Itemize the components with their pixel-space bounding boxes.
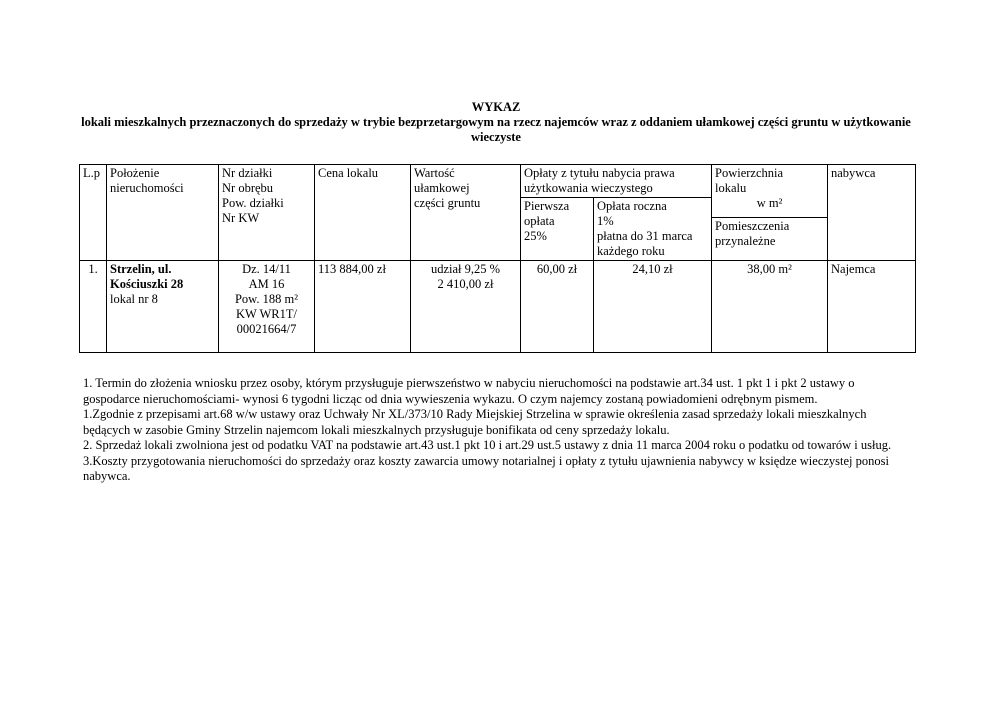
header-pierwsza-oplata: Pierwsza opłata 25%: [521, 198, 594, 261]
cell-pierwsza-oplata: 60,00 zł: [521, 261, 594, 353]
header-pomieszczenia: Pomieszczenia przynależne: [712, 217, 828, 260]
header-oplaty: Opłaty z tytułu nabycia prawa użytkowania wieczystego: [521, 165, 712, 198]
note-item: 2. Sprzedaż lokali zwolniona jest od podatku VAT na podstawie art.43 ust.1 pkt 10 i art.29 ust.5 ustawy z dnia 11 marca 2004 roku o podatku od towarów i usług.: [83, 438, 892, 452]
cell-nabywca: Najemca: [828, 261, 916, 353]
note-item: 1. Termin do złożenia wniosku przez osoby, którym przysługuje pierwszeństwo w nabyciu nieruchomości na podstawie art.34 ust. 1 pkt 1 i pkt 2 ustawy o gospodarce nieruchomościami- wynosi 6 tygodni licząc od dnia wywieszenia wykazu. O czym najemcy zostaną powiadomieni odrębnym pismem.: [83, 376, 855, 406]
cell-wartosc: udział 9,25 % 2 410,00 zł: [411, 261, 521, 353]
cell-cena: 113 884,00 zł: [315, 261, 411, 353]
cell-lp: 1.: [80, 261, 107, 353]
header-nr-dzialki: Nr działki Nr obrębu Pow. działki Nr KW: [219, 165, 315, 261]
cell-oplata-roczna: 24,10 zł: [594, 261, 712, 353]
table-row: [80, 261, 916, 353]
title-heading: WYKAZ: [471, 100, 521, 114]
note-item: 1.Zgodnie z przepisami art.68 w/w ustawy oraz Uchwały Nr XL/373/10 Rady Miejskiej Strzelina w sprawie określenia zasad sprzedaży lokali mieszkalnych będących w zasobie Gminy Strzelin najemcom lokali mieszkalnych przysługuje bonifikata od ceny sprzedaży lokalu.: [83, 407, 867, 437]
cell-nr-dzialki: Dz. 14/11 AM 16 Pow. 188 m² KW WR1T/ 00021664/7: [219, 261, 315, 353]
property-list-table: [79, 164, 916, 353]
notes-section: [83, 376, 913, 485]
header-oplata-roczna: Opłata roczna 1% płatna do 31 marca każdego roku: [594, 198, 712, 261]
header-powierzchnia: Powierzchnia lokalu w m²: [712, 165, 828, 218]
header-wartosc: Wartość ułamkowej części gruntu: [411, 165, 521, 261]
note-item: 3.Koszty przygotowania nieruchomości do sprzedaży oraz koszty zawarcia umowy notarialnej i opłaty z tytułu ujawnienia nabywcy w księdze wieczystej ponosi nabywca.: [83, 453, 889, 483]
document-title: [70, 100, 922, 145]
cell-powierzchnia: 38,00 m²: [712, 261, 828, 353]
title-subheading: lokali mieszkalnych przeznaczonych do sprzedaży w trybie bezprzetargowym na rzecz najemców wraz z oddaniem ułamkowej części gruntu w użytkowanie wieczyste: [81, 115, 911, 144]
cell-polozenie: Strzelin, ul. Kościuszki 28 lokal nr 8: [107, 261, 219, 353]
header-polozenie: Położenie nieruchomości: [107, 165, 219, 261]
header-cena: Cena lokalu: [315, 165, 411, 261]
table-header-row: [80, 165, 916, 198]
header-nabywca: nabywca: [828, 165, 916, 261]
header-lp: L.p: [80, 165, 107, 261]
